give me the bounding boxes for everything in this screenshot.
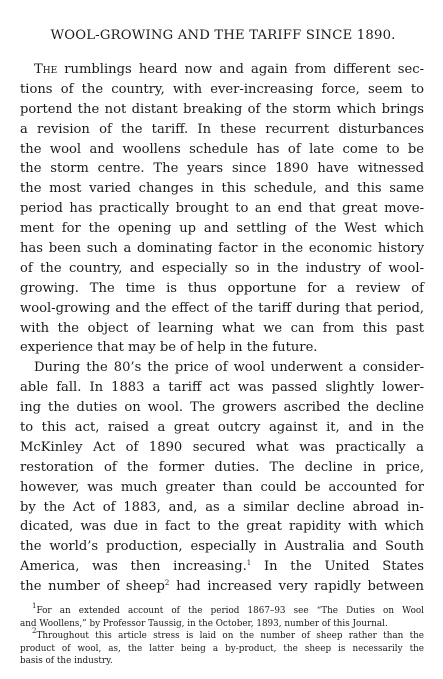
text-line: able fall. In 1883 a tariff act was passed slightly lower- [20, 380, 424, 396]
text-line: however, was much greater than could be accounted for [20, 479, 424, 495]
footnote-ref[interactable]: 1 [246, 559, 252, 568]
text-line: the most varied changes in this schedule, and this same [20, 181, 424, 197]
text-line [20, 577, 424, 597]
footnote-marker: 1 [32, 602, 37, 610]
text-line: ment for the opening up and settling of the West which [20, 221, 424, 237]
page-title: WOOL-GROWING AND THE TARIFF SINCE 1890. [50, 28, 396, 43]
text-line: to this act, raised a great outcry against it, and in the [20, 420, 424, 436]
text-line: the wool and woollens schedule has of late come to be [20, 141, 424, 157]
text-line: portend the not distant breaking of the storm which brings [20, 101, 424, 117]
text-line: the world’s production, especially in Australia and South [20, 539, 424, 555]
drop-word: The [34, 62, 58, 77]
text-line: restoration of the former duties. The decline in price, [20, 459, 424, 475]
text-line: by the Act of 1883, and, as a similar decline abroad in- [20, 499, 424, 515]
text-line: ing the duties on wool. The growers ascribed the decline [20, 400, 424, 416]
footnote-text: For an extended account of the period 1867–93 see “The Duties on Wool [36, 606, 424, 616]
footnote-line: basis of the industry. [20, 656, 113, 666]
text-line: dicated, was due in fact to the great rapidity with which [20, 519, 424, 535]
text-line: a revision of the tariff. In these recurrent disturbances [20, 121, 424, 137]
article-body [20, 60, 424, 597]
footnote-line: and Woollens,” by Professor Taussig, in the October, 1893, number of this Journal. [20, 618, 388, 629]
text-line: McKinley Act of 1890 secured what was practically a [20, 439, 424, 455]
text-line-content: had increased very rapidly between [169, 579, 424, 595]
footnote-line [20, 602, 424, 618]
text-line: growing. The time is thus opportune for a review of [20, 280, 424, 296]
text-line: has been such a dominating factor in the economic history [20, 241, 424, 257]
text-line: experience that may be of help in the future. [20, 340, 318, 356]
text-line [20, 60, 424, 80]
footnote-ref[interactable]: 2 [164, 579, 170, 588]
footnotes [20, 602, 424, 668]
text-line: tions of the country, with ever-increasing force, seem to [20, 81, 424, 97]
text-line-content: the number of sheep [20, 579, 165, 595]
footnote-line: product of wool, as, the latter being a by-product, the sheep is necessarily the [20, 643, 424, 654]
text-line: During the 80’s the price of wool underwent a consider- [34, 360, 424, 376]
text-line-content: In the United States [251, 559, 425, 575]
text-line: wool-growing and the effect of the tariff during that period, [20, 300, 424, 316]
text-line-content: rumblings heard now and again from different sec- [57, 62, 424, 77]
text-line: with the object of learning what we can from this past [20, 320, 424, 336]
footnote-marker: 2 [32, 627, 37, 635]
text-line: the storm centre. The years since 1890 have witnessed [20, 161, 424, 177]
footnote-line [20, 627, 424, 643]
text-line-content: America, was then increasing. [20, 559, 247, 575]
text-line [20, 557, 424, 577]
footnote-text: Throughout this article stress is laid on the number of sheep rather than the [36, 631, 424, 641]
text-line: period has practically brought to an end that great move- [20, 201, 424, 217]
text-line: of the country, and especially so in the industry of wool- [20, 260, 424, 276]
